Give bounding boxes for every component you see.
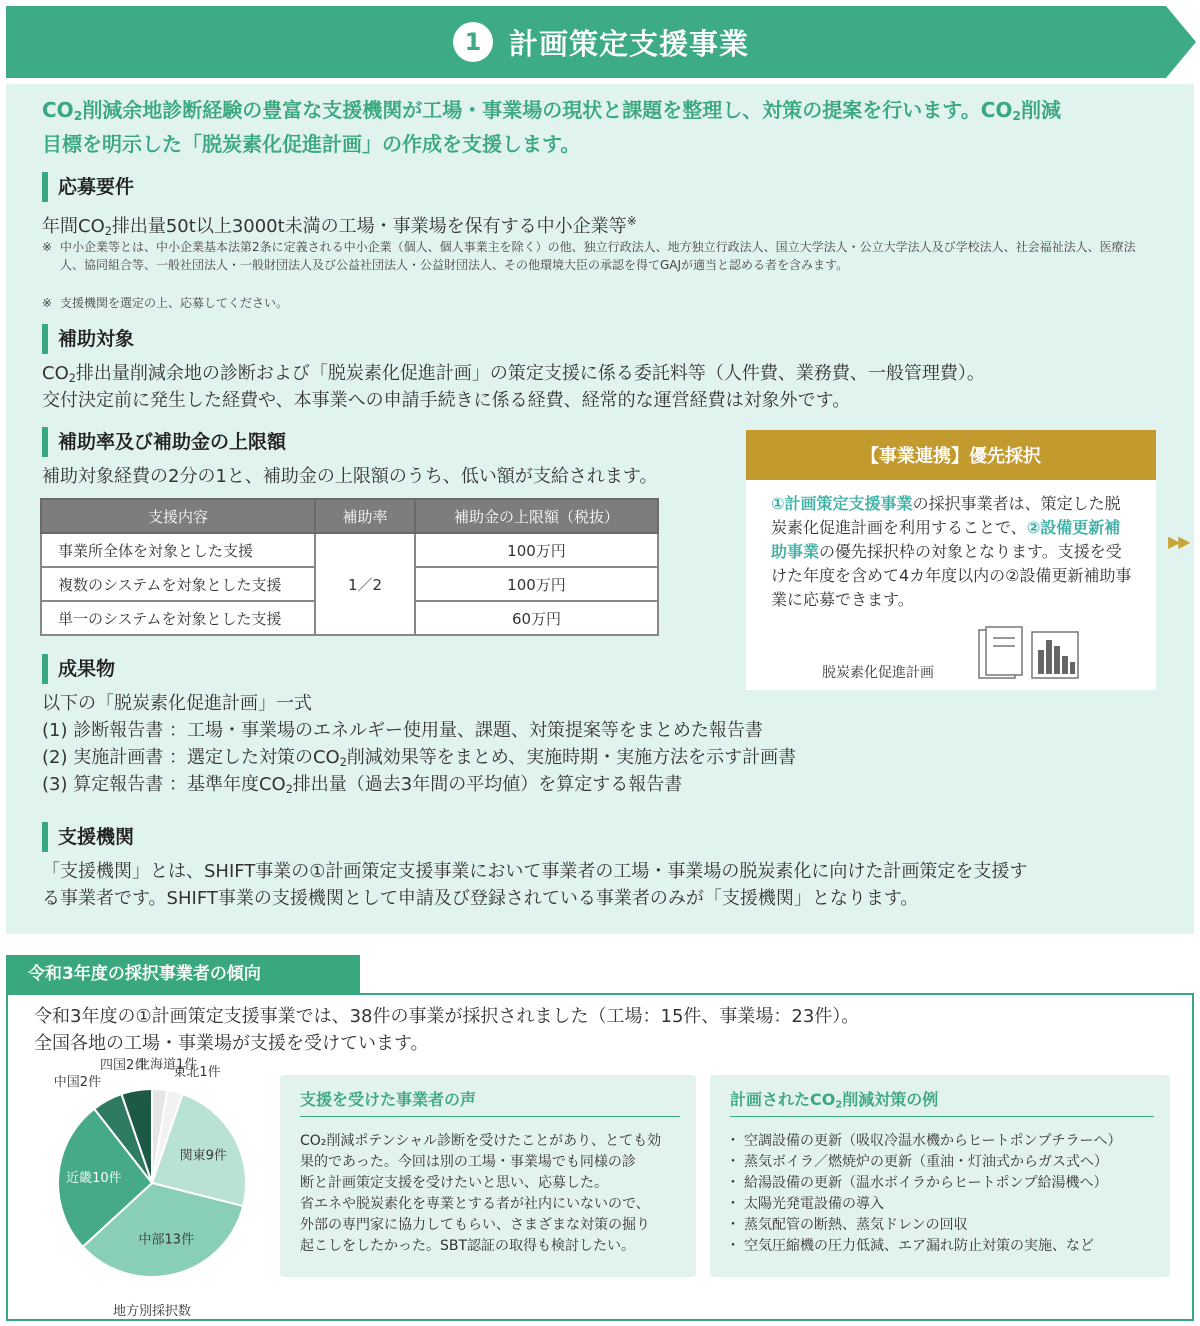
institution-line-2: る事業者です。SHIFT事業の支援機関として申請及び登録されている事業者のみが「支援機関」となります。: [42, 888, 919, 909]
table-cell-content: 複数のシステムを対象とした支援: [41, 567, 315, 601]
pie-label-2: 東北1件: [173, 1065, 221, 1081]
deliverables-intro: 以下の「脱炭素化促進計画」一式: [42, 693, 312, 714]
list-item: ・ 給湯設備の更新（温水ボイラからヒートポンプ給湯機へ）: [730, 1173, 1158, 1194]
pie-label-4: 中部13件: [138, 1232, 195, 1248]
column-header-limit: 補助金の上限額（税抜）: [415, 499, 658, 533]
pie-label-1: 北海道1件: [136, 1057, 198, 1073]
list-item: ・ 蒸気ボイラ／燃焼炉の更新（重油・灯油式からガス式へ）: [730, 1152, 1158, 1173]
requirements-note-2: ※ 支援機関を選定の上、応募してください。: [42, 296, 289, 310]
column-header-content: 支援内容: [41, 499, 315, 533]
double-arrow-icon: ▶▶: [1168, 532, 1189, 551]
table-cell-limit: 100万円: [415, 567, 658, 601]
list-item: ・ 空調設備の更新（吸収冷温水機からヒートポンプチラーへ）: [730, 1131, 1158, 1152]
section-banner: [6, 6, 1196, 78]
table-cell-limit: 60万円: [415, 601, 658, 635]
deliverables-item-3: (3) 算定報告書 ：基準年度$CO_2$排出量（過去3年間の平均値）を算定する報告書: [42, 774, 683, 796]
bar-chart-icon: [1030, 630, 1080, 680]
institution-heading: 支援機関: [42, 822, 134, 852]
subsidy-table: [40, 498, 659, 636]
trend-text: 令和3年度の①計画策定支援事業では、38件の事業が採択されました（工場：15件、事業場：23件）。 全国各地の工場・事業場が支援を受けています。: [34, 1006, 860, 1054]
requirements-note-1: ※ 中小企業等とは、中小企業基本法第2条に定義される中小企業（個人、個人事業主を除く）の他、独立行政法人、地方独立行政法人、国立大学法人・公立大学法人及び学校法人、社会福祉法人、医療法人、協同組合等、一般社団法人・一般財団法人及び公益社団法人・公益財団法人、その他環境大臣の承認を得てGAJが適当と認める者を含みます。: [42, 240, 1136, 272]
voice-card-body: CO₂削減ポテンシャル診断を受けたことがあり、とても効 果的であった。今回は別の工場・事業場でも同様の診 断と計画策定支援を受けたいと思い、応募した。 省エネや脱炭素化を専業とする者が社内にいないので、 外部の専門家に協力してもらい、さまざまな対策の掘り 起こしをしたかった。SBT認証の取得も検討したい。: [300, 1133, 662, 1254]
trend-tab-heading: 令和3年度の採択事業者の傾向: [6, 955, 360, 993]
table-row: [41, 533, 658, 567]
deliverables-heading: 成果物: [42, 654, 115, 684]
table-cell-limit: 100万円: [415, 533, 658, 567]
main-panel: [6, 84, 1194, 934]
list-item: ・ 空気圧縮機の圧力低減、エア漏れ防止対策の実施、など: [730, 1236, 1158, 1257]
deliverables-item-1: (1) 診断報告書 ：工場・事業場のエネルギー使用量、課題、対策提案等をまとめた報告書: [42, 720, 763, 741]
collaboration-heading: 【事業連携】優先採択: [746, 430, 1156, 480]
lead-text: $CO_2$削減余地診断経験の豊富な支援機関が工場・事業場の現状と課題を整理し、対策の提案を行います。$CO_2$削減 目標を明示した「脱炭素化促進計画」の作成を支援します。: [42, 98, 1062, 157]
measures-card-title: 計画された$CO_2$削減対策の例: [730, 1087, 1154, 1117]
pie-svg: [8, 1057, 278, 1321]
plan-document-label: 脱炭素化促進計画: [822, 665, 934, 681]
requirements-heading: 応募要件: [42, 172, 134, 202]
section-number-badge: 1: [453, 22, 493, 62]
section-title: 計画策定支援事業: [508, 26, 749, 61]
pie-label-6: 中国2件: [53, 1075, 102, 1091]
institution-line-1: 「支援機関」とは、SHIFT事業の①計画策定支援事業において事業者の工場・事業場の脱炭素化に向けた計画策定を支援す: [42, 861, 1028, 882]
collaboration-box: [746, 430, 1156, 690]
requirements-text: 年間$CO_2$排出量50t以上3000t未満の工場・事業場を保有する中小企業等※: [42, 214, 637, 238]
measures-list: [730, 1131, 1158, 1257]
column-header-rate: 補助率: [315, 499, 415, 533]
target-line-1: $CO_2$排出量削減余地の診断および「脱炭素化促進計画」の策定支援に係る委託料等（人件費、業務費、一般管理費）。: [42, 363, 985, 385]
document-icon: [978, 626, 1024, 680]
region-pie-chart: [8, 1057, 278, 1321]
deliverables-item-2: (2) 実施計画書 ：選定した対策の$CO_2$削減効果等をまとめ、実施時期・実施方法を示す計画書: [42, 747, 797, 769]
pie-label-7: 四国2件: [100, 1057, 148, 1073]
trend-panel: [6, 993, 1194, 1321]
list-item: ・ 蒸気配管の断熱、蒸気ドレンの回収: [730, 1215, 1158, 1236]
rate-text: 補助対象経費の2分の1と、補助金の上限額のうち、低い額が支給されます。: [42, 466, 658, 487]
pie-label-5: 近畿10件: [66, 1171, 122, 1187]
target-line-2: 交付決定前に発生した経費や、本事業への申請手続きに係る経費、経常的な運営経費は対象外です。: [42, 390, 851, 411]
target-heading: 補助対象: [42, 324, 134, 354]
pie-label-3: 関東9件: [179, 1148, 227, 1164]
list-item: ・ 太陽光発電設備の導入: [730, 1194, 1158, 1215]
collaboration-text: ①計画策定支援事業の採択事業者は、策定した脱炭素化促進計画を利用することで、②設備更新補助事業の優先採択枠の対象となります。支援を受けた年度を含めて4カ年度以内の②設備更新補助事業に応募できます。: [771, 494, 1132, 609]
table-cell-rate: 1／2: [315, 533, 415, 635]
voice-card-title: 支援を受けた事業者の声: [300, 1087, 680, 1117]
pie-chart-title: 地方別採択数: [112, 1304, 192, 1319]
table-cell-content: 単一のシステムを対象とした支援: [41, 601, 315, 635]
measures-card: [710, 1075, 1170, 1277]
measures-card-body: [730, 1131, 1158, 1257]
voice-card: [280, 1075, 696, 1277]
rate-heading: 補助率及び補助金の上限額: [42, 427, 286, 457]
table-cell-content: 事業所全体を対象とした支援: [41, 533, 315, 567]
